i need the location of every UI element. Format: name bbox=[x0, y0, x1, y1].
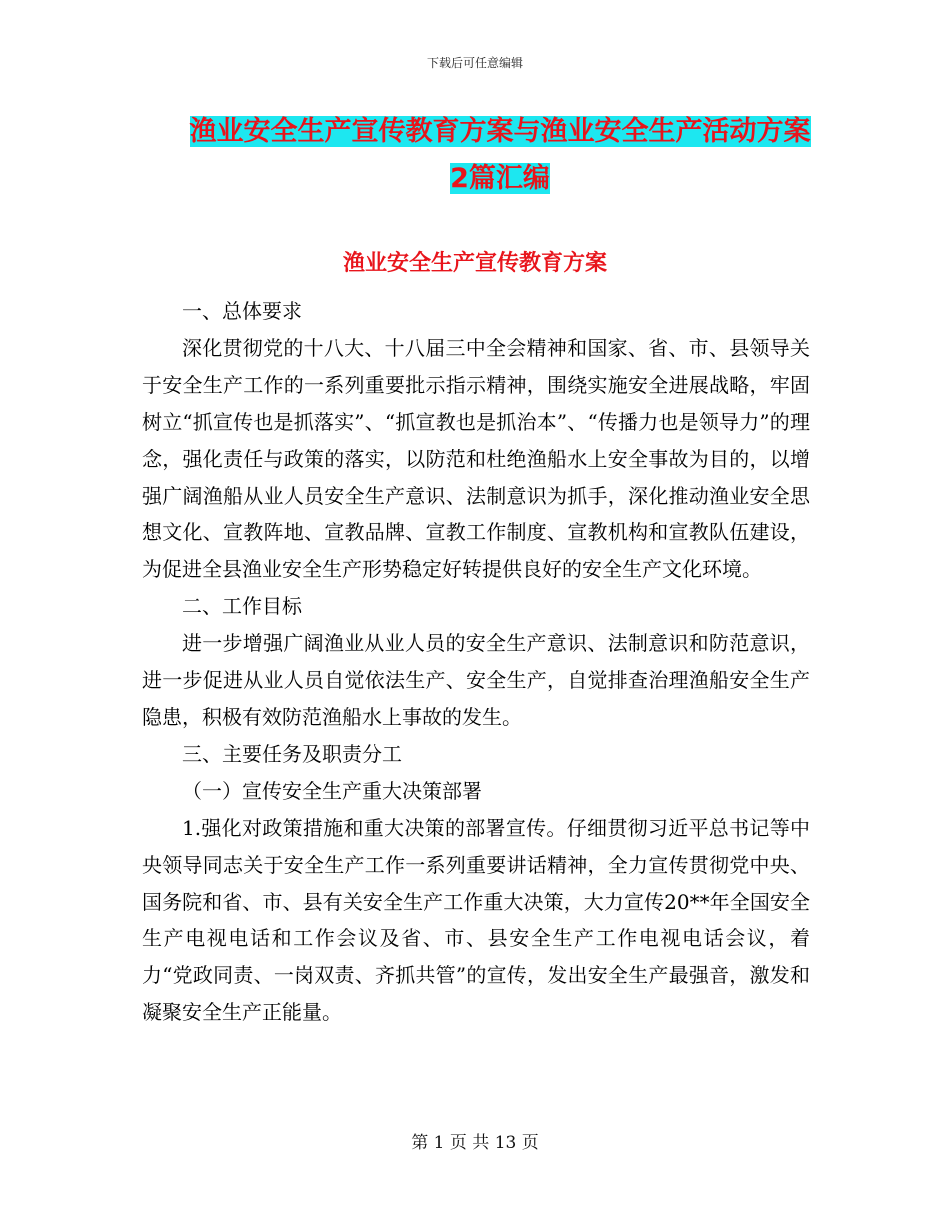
heading-work-goals: 二、工作目标 bbox=[182, 594, 302, 619]
header-note: 下载后可任意编辑 bbox=[426, 56, 523, 70]
paragraph: 1.强化对政策措施和重大决策的部署宣传。仔细贯彻习近平总书记等中央领导同志关于安全生产工作一系列重要讲话精神，全力宣传贯彻党中央、国务院和省、市、县有关安全生产工作重大决策，大力宣传20**年全国安全生产电视电话和工作会议及省、市、县安全生产工作电视电话会议，着力“党政同责、一岗双责、齐抓共管”的宣传，发出安全生产最强音，激发和凝聚安全生产正能量。 bbox=[142, 815, 810, 1025]
paragraph: 进一步增强广阔渔业从业人员的安全生产意识、法制意识和防范意识，进一步促进从业人员自觉依法生产、安全生产，自觉排查治理渔船安全生产隐患，积极有效防范渔船水上事故的发生。 bbox=[142, 631, 810, 729]
heading-general-requirements: 一、总体要求 bbox=[182, 299, 302, 323]
page-number: 第 1 页 共 13 页 bbox=[411, 1133, 539, 1153]
title-line-2: 2篇汇编 bbox=[450, 163, 550, 194]
heading-main-tasks: 三、主要任务及职责分工 bbox=[182, 741, 402, 766]
document-body bbox=[142, 293, 810, 1031]
document-title bbox=[150, 108, 850, 202]
section-title: 渔业安全生产宣传教育方案 bbox=[342, 251, 607, 276]
title-line-1: 渔业安全生产宣传教育方案与渔业安全生产活动方案 bbox=[189, 116, 811, 147]
paragraph: 深化贯彻党的十八大、十八届三中全会精神和国家、省、市、县领导关于安全生产工作的一系列重要批示指示精神，围绕实施安全进展战略，牢固树立“抓宣传也是抓落实”、“抓宣教也是抓治本”、“传播力也是领导力”的理念，强化责任与政策的落实，以防范和杜绝渔船水上安全事故为目的，以增强广阔渔船从业人员安全生产意识、法制意识为抓手，深化推动渔业安全思想文化、宣教阵地、宣教品牌、宣教工作制度、宣教机构和宣教队伍建设，为促进全县渔业安全生产形势稳定好转提供良好的安全生产文化环境。 bbox=[142, 335, 810, 582]
subheading: （一）宣传安全生产重大决策部署 bbox=[182, 778, 482, 803]
